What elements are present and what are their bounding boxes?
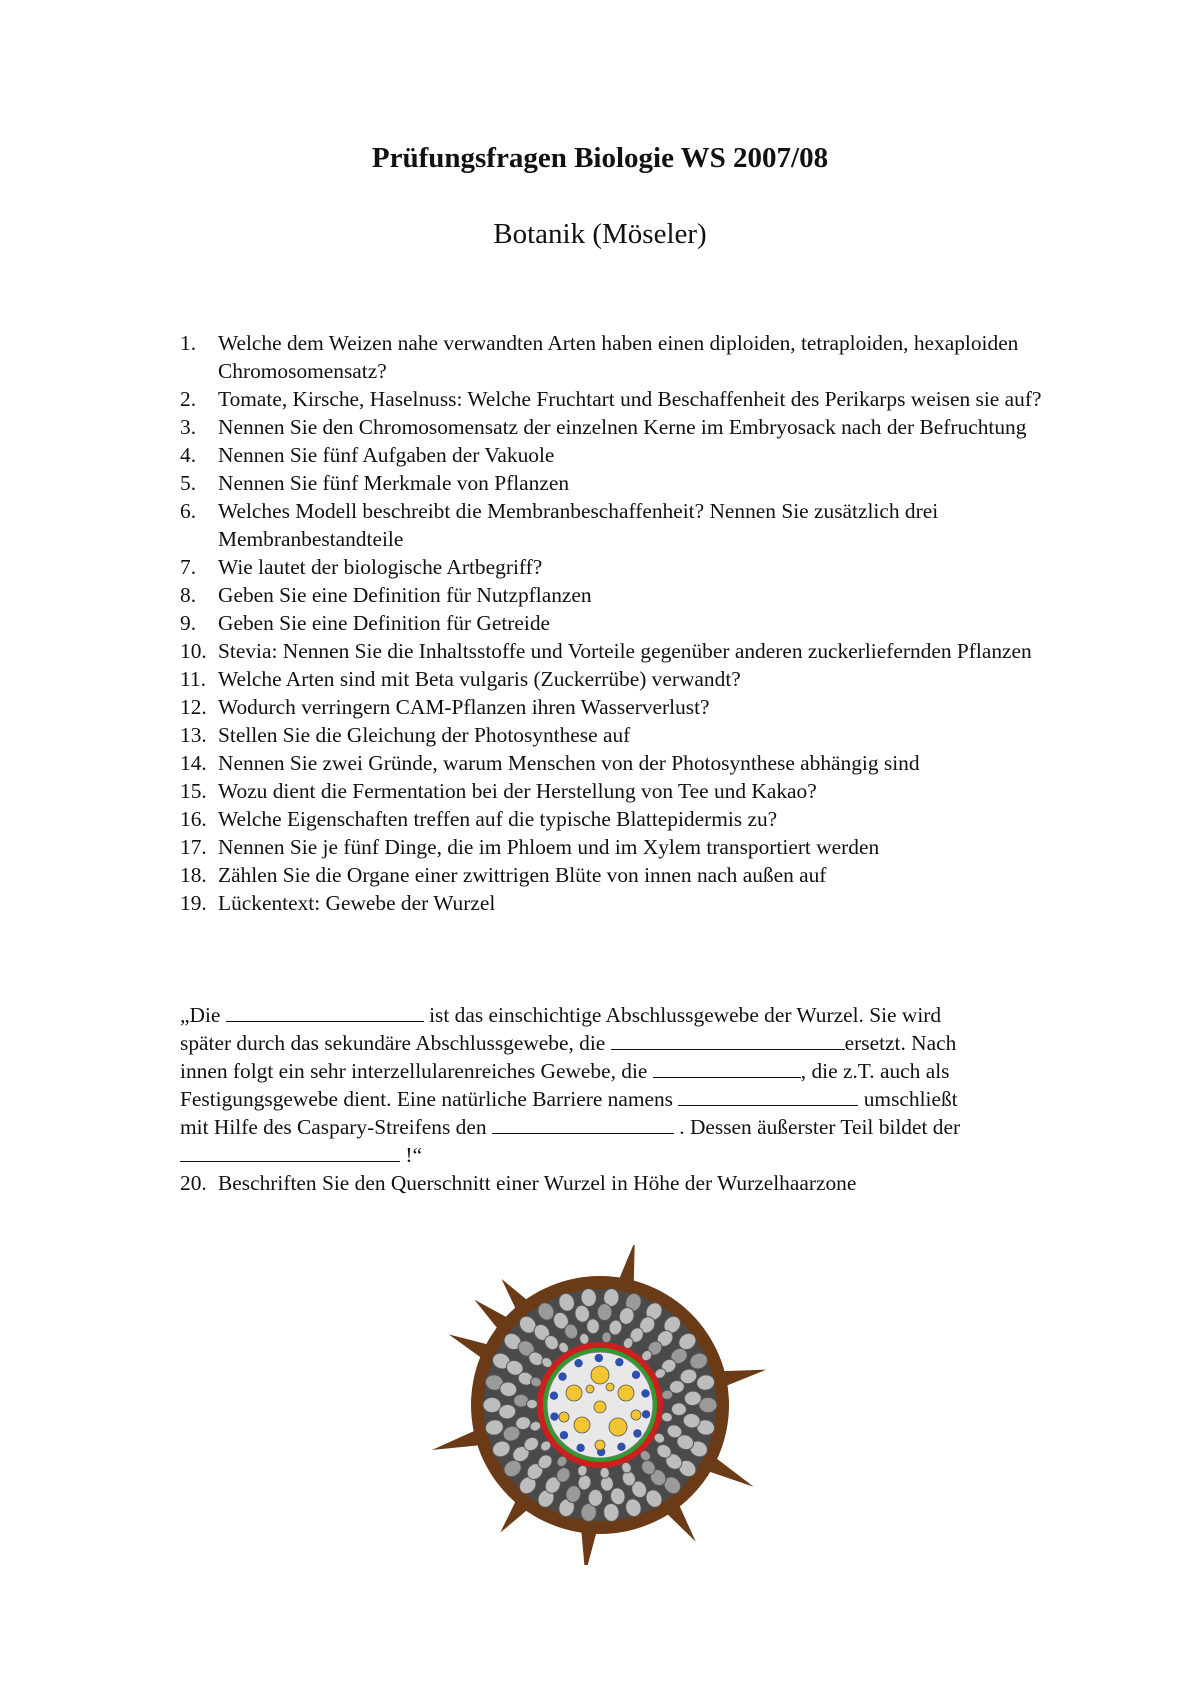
question-number: 16. xyxy=(180,807,207,831)
question-text: Stevia: Nennen Sie die Inhaltsstoffe und Vorteile gegenüber anderen zuckerliefernden Pflanzen xyxy=(218,639,1032,663)
question-text: Nennen Sie den Chromosomensatz der einzelnen Kerne im Embryosack nach der Befruchtung xyxy=(218,415,1027,439)
question-item xyxy=(180,553,1060,581)
cloze-line xyxy=(180,1029,1060,1057)
cloze-line xyxy=(180,1113,1060,1141)
question-item xyxy=(180,441,1060,469)
phloem-cell xyxy=(574,1359,582,1367)
cloze-blank xyxy=(678,1085,858,1106)
cloze-blank xyxy=(611,1029,845,1050)
question-text: Wie lautet der biologische Artbegriff? xyxy=(218,555,543,579)
question-text: Tomate, Kirsche, Haselnuss: Welche Fruchtart und Beschaffenheit des Perikarps weisen sie auf? xyxy=(218,387,1042,411)
question-item xyxy=(180,329,1060,385)
phloem-cell xyxy=(550,1412,558,1420)
cloze-fragment: ersetzt. Nach xyxy=(844,1031,957,1055)
question-text: Welche Arten sind mit Beta vulgaris (Zuckerrübe) verwandt? xyxy=(218,667,741,691)
cortex-cell xyxy=(671,1403,687,1417)
xylem-vessel xyxy=(595,1440,605,1450)
cloze-fragment: Festigungsgewebe dient. Eine natürliche Barriere namens xyxy=(180,1087,674,1111)
question-number: 17. xyxy=(180,835,207,859)
question-item xyxy=(180,749,1060,777)
question-item xyxy=(180,693,1060,721)
cloze-line xyxy=(180,1057,1060,1085)
question-text: Wozu dient die Fermentation bei der Herstellung von Tee und Kakao? xyxy=(218,779,817,803)
question-number: 2. xyxy=(180,387,197,411)
question-number: 13. xyxy=(180,723,207,747)
cortex-cell xyxy=(483,1397,501,1412)
question-item xyxy=(180,469,1060,497)
question-text: Geben Sie eine Definition für Getreide xyxy=(218,611,551,635)
question-item xyxy=(180,805,1060,833)
question-text: Stellen Sie die Gleichung der Photosynthese auf xyxy=(218,723,631,747)
question-number: 11. xyxy=(180,667,206,691)
question-item xyxy=(180,721,1060,749)
cloze-line xyxy=(180,1001,1060,1029)
xylem-vessel xyxy=(618,1385,634,1401)
question-text: Nennen Sie fünf Merkmale von Pflanzen xyxy=(218,471,570,495)
phloem-cell xyxy=(641,1389,649,1397)
xylem-vessel xyxy=(606,1383,614,1391)
question-number: 9. xyxy=(180,611,197,635)
xylem-vessel xyxy=(566,1385,582,1401)
question-text: Nennen Sie zwei Gründe, warum Menschen von der Photosynthese abhängig sind xyxy=(218,751,920,775)
question-item xyxy=(180,581,1060,609)
question-text: Wodurch verringern CAM-Pflanzen ihren Wasserverlust? xyxy=(218,695,710,719)
cloze-fragment: „Die xyxy=(180,1003,221,1027)
question-number: 14. xyxy=(180,751,207,775)
xylem-vessel xyxy=(609,1418,627,1436)
question-number: 5. xyxy=(180,471,197,495)
xylem-vessel xyxy=(591,1366,609,1384)
cloze-fragment: ist das einschichtige Abschlussgewebe der Wurzel. Sie wird xyxy=(429,1003,942,1027)
question-item xyxy=(180,833,1060,861)
question-text: Welche dem Weizen nahe verwandten Arten haben einen diploiden, tetraploiden, hexaploiden Chromosomensatz? xyxy=(218,331,1019,383)
question-number: 3. xyxy=(180,415,197,439)
question-text: Welches Modell beschreibt die Membranbeschaffenheit? Nennen Sie zusätzlich drei Membranbestandteile xyxy=(218,499,939,551)
question-text: Nennen Sie fünf Aufgaben der Vakuole xyxy=(218,443,555,467)
question-item xyxy=(180,637,1060,665)
cloze-fragment: mit Hilfe des Caspary-Streifens den xyxy=(180,1115,487,1139)
xylem-vessel xyxy=(586,1385,594,1393)
xylem-vessel xyxy=(594,1401,606,1413)
cortex-cell xyxy=(588,1489,603,1507)
question-item xyxy=(180,1169,1060,1197)
question-number: 15. xyxy=(180,779,207,803)
cloze-line xyxy=(180,1141,1060,1169)
question-item xyxy=(180,413,1060,441)
cloze-blank xyxy=(226,1001,424,1022)
phloem-cell xyxy=(615,1358,623,1366)
phloem-cell xyxy=(560,1431,568,1439)
cortex-cell xyxy=(601,1331,611,1343)
cloze-fragment: umschließt xyxy=(863,1087,958,1111)
question-number: 20. xyxy=(180,1171,207,1195)
cloze-fragment: . Dessen äußerster Teil bildet der xyxy=(679,1115,961,1139)
phloem-cell xyxy=(595,1354,603,1362)
cortex-cell xyxy=(526,1399,537,1409)
root-cross-section-figure xyxy=(415,1245,785,1565)
phloem-cell xyxy=(558,1372,566,1380)
phloem-cell xyxy=(576,1444,584,1452)
page-subtitle: Botanik (Möseler) xyxy=(493,218,707,250)
xylem-vessel xyxy=(559,1412,569,1422)
cortex-cell xyxy=(699,1397,717,1412)
cloze-blank xyxy=(653,1057,801,1078)
xylem-vessel xyxy=(631,1410,641,1420)
cloze-blank xyxy=(492,1113,674,1134)
cortex-cell xyxy=(597,1303,612,1321)
cloze-fragment: !“ xyxy=(405,1143,422,1167)
question-text: Welche Eigenschaften treffen auf die typische Blattepidermis zu? xyxy=(218,807,778,831)
question-text: Lückentext: Gewebe der Wurzel xyxy=(218,891,496,915)
cloze-text xyxy=(180,1001,1060,1169)
question-item xyxy=(180,497,1060,553)
question-text: Zählen Sie die Organe einer zwittrigen Blüte von innen nach außen auf xyxy=(218,863,827,887)
question-item xyxy=(180,665,1060,693)
question-number: 12. xyxy=(180,695,207,719)
page-title: Prüfungsfragen Biologie WS 2007/08 xyxy=(371,142,829,174)
cloze-fragment: später durch das sekundäre Abschlussgewebe, die xyxy=(180,1031,606,1055)
question-number: 19. xyxy=(180,891,207,915)
cloze-line xyxy=(180,1085,1060,1113)
question-text: Nennen Sie je fünf Dinge, die im Phloem und im Xylem transportiert werden xyxy=(218,835,880,859)
question-item xyxy=(180,889,1060,917)
phloem-cell xyxy=(550,1391,558,1399)
question-number: 18. xyxy=(180,863,207,887)
cloze-blank xyxy=(180,1141,400,1162)
cortex-cell xyxy=(600,1467,610,1479)
question-number: 1. xyxy=(180,331,197,355)
question-item xyxy=(180,777,1060,805)
question-text: Geben Sie eine Definition für Nutzpflanzen xyxy=(218,583,592,607)
cloze-fragment: , die z.T. auch als xyxy=(800,1059,950,1083)
xylem-vessel xyxy=(574,1417,590,1433)
question-number: 7. xyxy=(180,555,197,579)
question-item xyxy=(180,861,1060,889)
phloem-cell xyxy=(642,1410,650,1418)
question-number: 4. xyxy=(180,443,197,467)
question-text: Beschriften Sie den Querschnitt einer Wurzel in Höhe der Wurzelhaarzone xyxy=(218,1171,857,1195)
question-item xyxy=(180,609,1060,637)
question-number: 8. xyxy=(180,583,197,607)
question-number: 10. xyxy=(180,639,207,663)
question-number: 6. xyxy=(180,499,197,523)
cloze-fragment: innen folgt ein sehr interzellularenreiches Gewebe, die xyxy=(180,1059,648,1083)
question-item xyxy=(180,385,1060,413)
phloem-cell xyxy=(617,1443,625,1451)
phloem-cell xyxy=(633,1429,641,1437)
phloem-cell xyxy=(632,1371,640,1379)
question-list xyxy=(180,329,1060,917)
